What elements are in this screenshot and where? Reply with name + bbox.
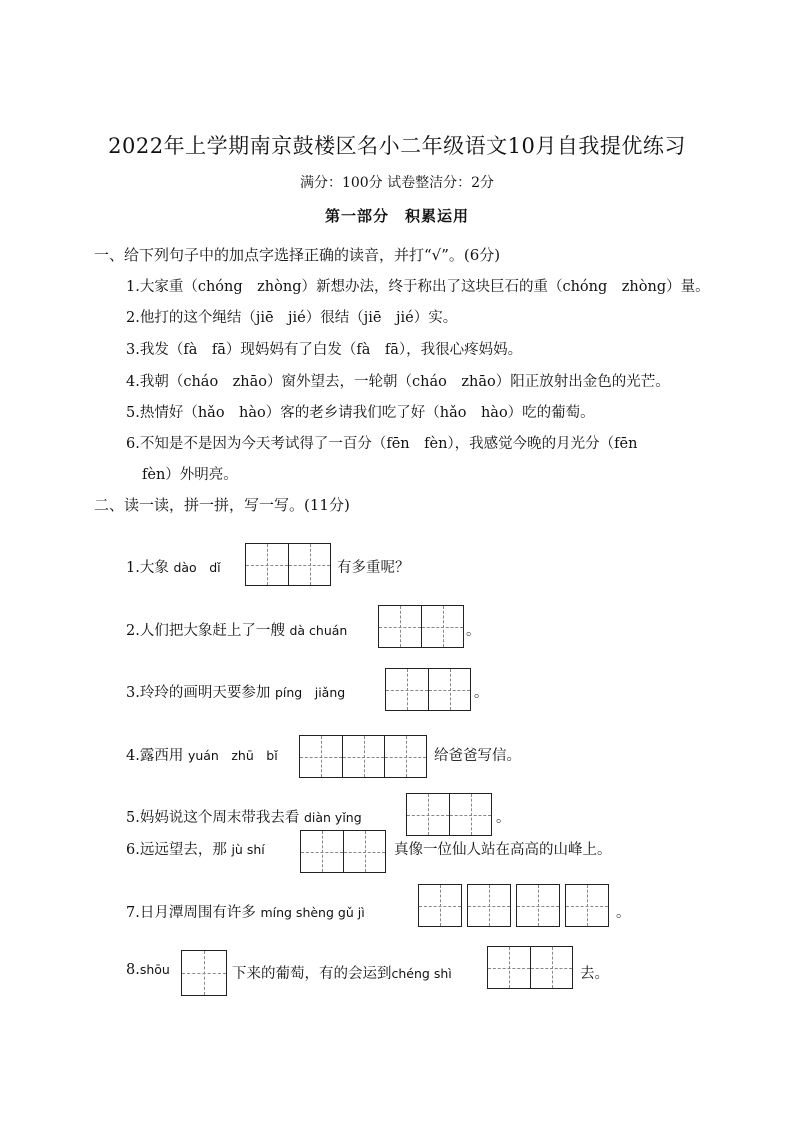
part-heading: 第一部分 积累运用 [324, 207, 469, 225]
q7-answer-grid-1[interactable] [418, 884, 462, 927]
q2-text-after: 。 [466, 623, 481, 639]
q3-answer-grid[interactable] [385, 668, 471, 711]
q8-answer-grid-1[interactable] [181, 950, 227, 996]
score-info: 满分：100分 试卷整洁分：2分 [299, 175, 495, 191]
q7-answer-grid-2[interactable] [467, 884, 511, 927]
q3-pinyin: píng jiǎng [274, 685, 346, 700]
q2-answer-grid[interactable] [378, 605, 464, 648]
q5-text-after: 。 [496, 810, 511, 826]
q5-answer-grid[interactable] [406, 793, 492, 836]
q8-text-mid: 下来的葡萄，有的会运到chéng shì [232, 966, 452, 982]
q4-text-after: 给爸爸写信。 [434, 748, 521, 764]
q4-text: 4.露西用 yuán zhū bǐ [126, 748, 278, 764]
section1-item-5: 5.热情好（hǎo hào）客的老乡请我们吃了好（hǎo hào）吃的葡萄。 [126, 405, 595, 421]
q8-answer-grid-2[interactable] [487, 946, 573, 989]
section1-item-1: 1.大家重（chóng zhòng）新想办法，终于称出了这块巨石的重（chóng zhòng）量。 [126, 279, 710, 295]
q7-pinyin: míng shèng gǔ jì [260, 905, 365, 920]
q7-answer-grid-3[interactable] [516, 884, 560, 927]
q4-answer-grid[interactable] [299, 735, 427, 778]
q7-text-after: 。 [616, 905, 631, 921]
q1-answer-grid[interactable] [245, 543, 331, 586]
q1-text: 1.大象 dào dǐ [126, 560, 221, 576]
section1-item-4: 4.我朝（cháo zhāo）窗外望去，一轮朝（cháo zhāo）阳正放射出金色的光芒。 [126, 374, 670, 390]
q3-text: 3.玲玲的画明天要参加 píng jiǎng [126, 685, 346, 701]
q6-text-after: 真像一位仙人站在高高的山峰上。 [394, 842, 612, 858]
section1-heading: 一、给下列句子中的加点字选择正确的读音，并打“√”。(6分) [94, 246, 501, 264]
q4-pinyin: yuán zhū bǐ [187, 748, 278, 763]
q6-text: 6.远远望去，那 jù shí [126, 842, 265, 858]
q6-pinyin: jù shí [231, 842, 265, 857]
section1-item-3: 3.我发（fà fā）现妈妈有了白发（fà fā），我很心疼妈妈。 [126, 342, 523, 358]
q3-text-after: 。 [474, 685, 489, 701]
section1-item-6-cont: fèn）外明亮。 [142, 467, 238, 483]
q8-pinyin: shōu [139, 962, 170, 977]
q5-text: 5.妈妈说这个周末带我去看 diàn yǐng [126, 810, 362, 826]
q7-text: 7.日月潭周围有许多 míng shèng gǔ jì [126, 905, 365, 921]
q6-answer-grid[interactable] [300, 830, 386, 873]
q2-text: 2.人们把大象赶上了一艘 dà chuán [126, 623, 348, 639]
q2-pinyin: dà chuán [289, 623, 348, 638]
page-title: 2022年上学期南京鼓楼区名小二年级语文10月自我提优练习 [108, 134, 686, 158]
section1-item-2: 2.他打的这个绳结（jiē jié）很结（jiē jié）实。 [126, 310, 458, 326]
q8-text-after: 去。 [580, 966, 609, 982]
q1-text-after: 有多重呢？ [337, 560, 410, 576]
q5-pinyin: diàn yǐng [303, 810, 362, 825]
q7-answer-grid-4[interactable] [565, 884, 609, 927]
q8-pinyin-2: chéng shì [391, 966, 452, 981]
section2-heading: 二、读一读，拼一拼，写一写。(11分) [94, 496, 350, 514]
section1-item-6: 6.不知是不是因为今天考试得了一百分（fēn fèn），我感觉今晚的月光分（fēn [126, 436, 638, 452]
q8-text: 8.shōu [126, 962, 170, 978]
q1-pinyin: dào dǐ [173, 560, 221, 575]
